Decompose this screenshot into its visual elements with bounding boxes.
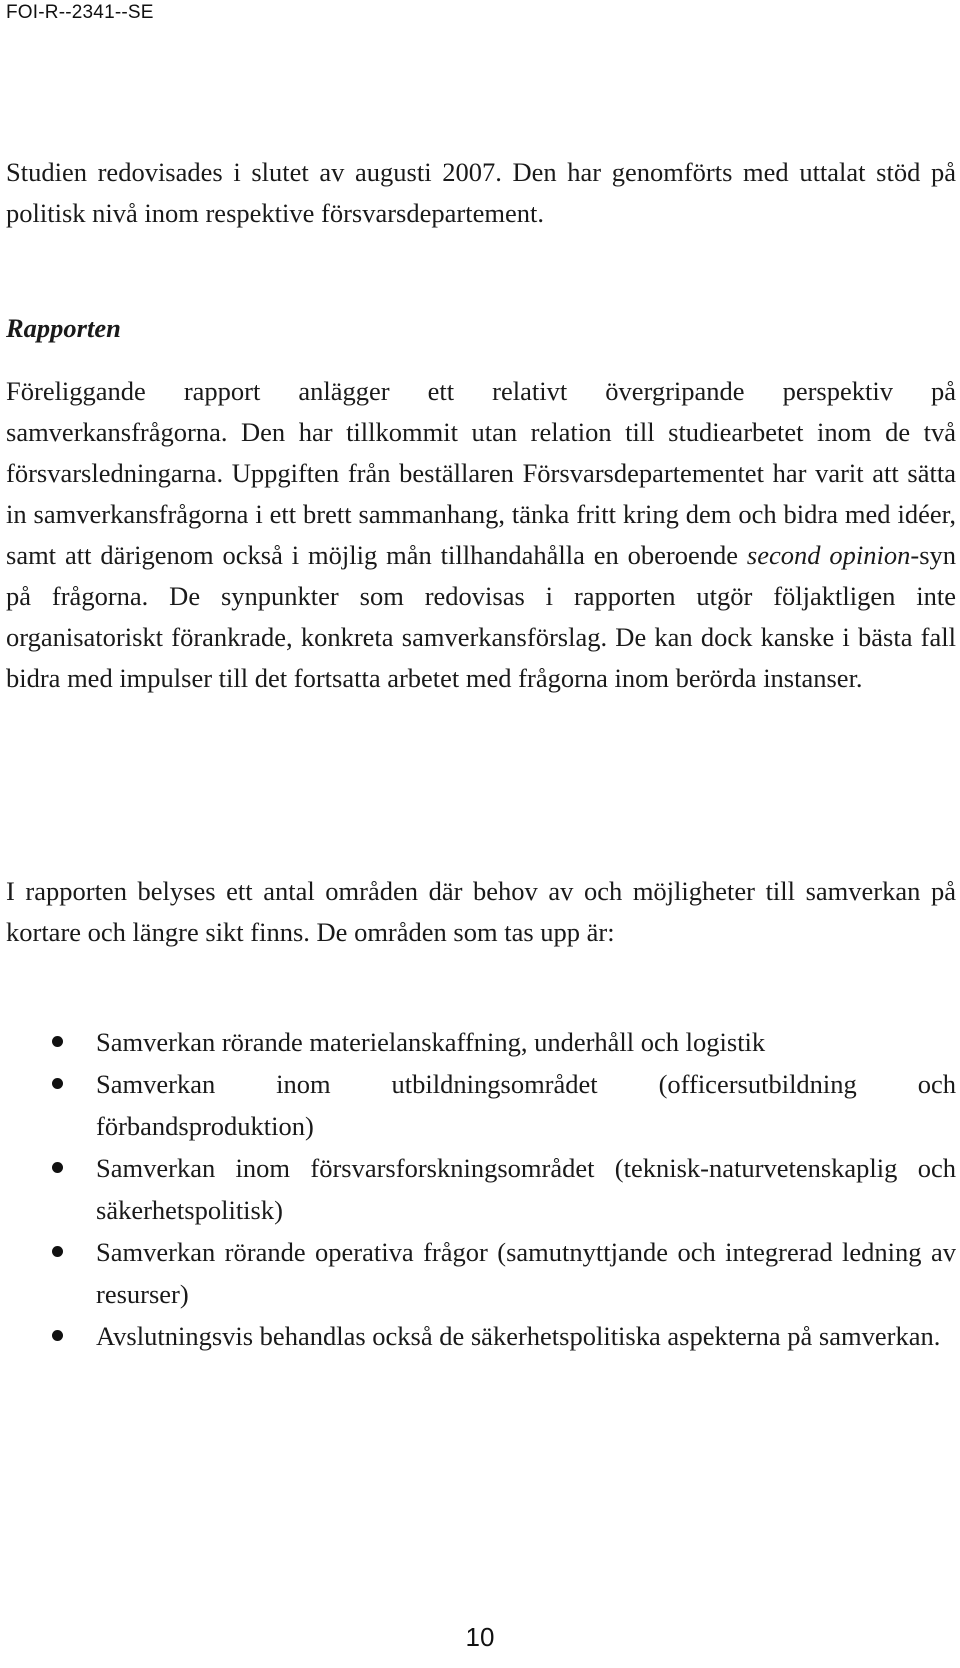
intro-paragraph: Studien redovisades i slutet av augusti 2007. Den har genomförts med uttalat stöd på politisk nivå inom respektive försvarsdepartement. (6, 157, 956, 228)
bullet-icon (52, 1078, 63, 1089)
list-item (0, 1063, 956, 1147)
main-paragraph-emphasis: second opinion (746, 540, 911, 570)
page-number: 10 (465, 1622, 495, 1652)
list-item-text: Avslutningsvis behandlas också de säkerhetspolitiska aspekterna på samverkan. (96, 1321, 941, 1351)
bullet-icon (52, 1036, 63, 1047)
bullet-icon (52, 1162, 63, 1173)
areas-intro-paragraph: I rapporten belyses ett antal områden där behov av och möjligheter till samverkan på kortare och längre sikt finns. De områden som tas upp är: (6, 876, 956, 947)
bullet-icon (52, 1330, 63, 1341)
list-item (0, 1231, 956, 1315)
list-item (0, 1147, 956, 1231)
main-paragraph-text-end: -syn på frågorna. De synpunkter som redovisas i rapporten utgör följaktligen inte organisatoriskt förankrade, konkreta samverkansförslag. De kan dock kanske i bästa fall bidra med impulser till det fortsatta arbetet med frågorna inom berörda instanser. (6, 540, 957, 693)
main-paragraph (6, 371, 956, 699)
list-item-text: Samverkan rörande operativa frågor (samutnyttjande och integrerad ledning av resurser) (96, 1237, 956, 1309)
areas-bullet-list (0, 1021, 956, 1357)
list-item (0, 1021, 956, 1063)
bullet-icon (52, 1246, 63, 1257)
list-item-text: Samverkan inom försvarsforskningsområdet (teknisk-naturvetenskaplig och säkerhetspolitisk) (96, 1153, 956, 1225)
report-code-header: FOI-R--2341--SE (6, 2, 154, 23)
main-paragraph-text-start: Föreliggande rapport anlägger ett relativt övergripande perspektiv på samverkansfrågorna. Den har tillkommit utan relation till studiearbetet inom de två försvarsledningarna. Uppgiften från beställaren Försvarsdepartementet har varit att sätta in samverkansfrågorna i ett brett sammanhang, tänka fritt kring dem och bidra med idéer, samt att därigenom också i möjlig mån tillhandahålla en oberoende (6, 376, 956, 570)
section-heading: Rapporten (6, 313, 121, 343)
list-item (0, 1315, 956, 1357)
list-item-text: Samverkan inom utbildningsområdet (officersutbildning och förbandsproduktion) (96, 1069, 956, 1141)
list-item-text: Samverkan rörande materielanskaffning, underhåll och logistik (96, 1027, 766, 1057)
